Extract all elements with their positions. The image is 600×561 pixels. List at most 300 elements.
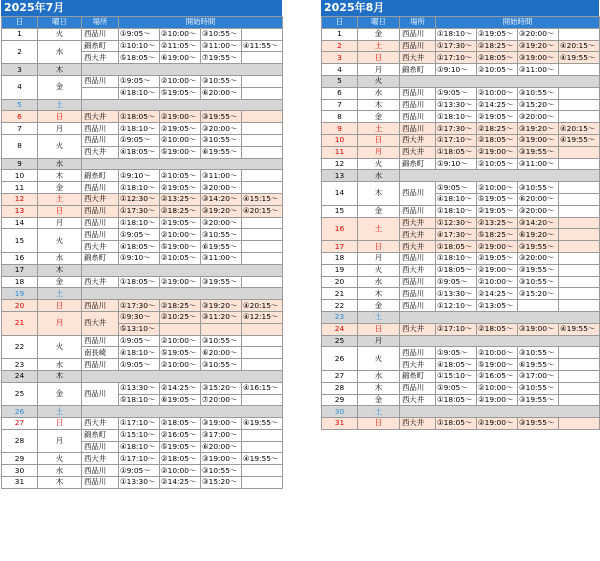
closed-cell [82,406,283,418]
place-cell: 西品川 [400,123,436,135]
weekday-cell: 木 [358,99,400,111]
session-time-cell: ④20:15～ [242,300,283,312]
schedule-row [322,99,600,111]
schedule-row [322,300,600,312]
session-time-cell: ①17:10～ [436,323,477,335]
schedule-row [322,394,600,406]
schedule-row [322,111,600,123]
session-time-cell: ③17:00～ [201,429,242,441]
session-time-cell: ⑥19:05～ [160,394,201,406]
session-time-cell: ③20:00～ [518,252,559,264]
schedule-row [2,182,283,194]
session-time-cell [559,229,600,241]
session-time-cell [242,335,283,347]
session-time-cell: ③19:20～ [201,205,242,217]
place-cell: 西大井 [82,418,119,430]
session-time-cell: ④19:55～ [559,323,600,335]
schedule-row [2,193,283,205]
schedule-row [2,300,283,312]
session-time-cell: ④12:15～ [242,311,283,323]
session-time-cell [559,158,600,170]
header-weekday: 曜日 [38,17,82,29]
session-time-cell: ⑤19:05～ [160,347,201,359]
session-time-cell: ④18:05～ [436,359,477,371]
place-cell: 西大井 [400,52,436,64]
session-time-cell: ③11:00～ [518,158,559,170]
session-time-cell [242,170,283,182]
session-time-cell: ①12:30～ [436,217,477,229]
session-time-cell: ④20:15～ [559,40,600,52]
session-time-cell [559,359,600,371]
day-cell: 12 [2,193,38,205]
weekday-cell: 月 [358,335,400,347]
session-time-cell: ①9:05～ [436,182,477,194]
session-time-cell: ①9:05～ [436,276,477,288]
day-cell: 27 [2,418,38,430]
header-time: 開始時間 [119,17,283,29]
place-cell: 西品川 [400,87,436,99]
session-time-cell: ②19:00～ [477,394,518,406]
closed-cell [82,264,283,276]
schedule-row [2,170,283,182]
session-time-cell [201,323,242,335]
weekday-cell: 月 [38,123,82,135]
session-time-cell: ⑦20:00～ [201,394,242,406]
session-time-cell [559,264,600,276]
july-schedule-panel [1,0,282,489]
session-time-cell [559,64,600,76]
weekday-cell: 木 [358,182,400,206]
session-time-cell [242,465,283,477]
day-cell: 16 [2,252,38,264]
weekday-cell: 土 [38,288,82,300]
session-time-cell: ③11:00～ [201,40,242,52]
session-time-cell: ②19:00～ [160,111,201,123]
session-time-cell: ③10:55～ [201,28,242,40]
day-cell: 14 [322,182,358,206]
weekday-cell: 火 [358,75,400,87]
session-time-cell: ③20:00～ [518,205,559,217]
session-time-cell: ③19:00～ [518,323,559,335]
schedule-row [2,252,283,264]
session-time-cell: ①17:10～ [119,418,160,430]
session-time-cell: ②19:05～ [477,252,518,264]
day-cell: 25 [2,382,38,406]
session-time-cell [559,241,600,253]
weekday-cell: 火 [38,229,82,253]
day-cell: 4 [2,75,38,99]
session-time-cell: ③15:20～ [518,99,559,111]
day-cell: 15 [322,205,358,217]
session-time-cell: ②10:00～ [477,182,518,194]
day-cell: 30 [2,465,38,477]
session-time-cell: ③19:55～ [201,276,242,288]
session-time-cell [242,87,283,99]
session-time-cell: ③10:55～ [201,465,242,477]
session-time-cell: ②18:25～ [160,205,201,217]
weekday-cell: 金 [38,382,82,406]
weekday-cell: 水 [38,359,82,371]
session-time-cell: ④18:10～ [436,193,477,205]
schedule-row [322,170,600,182]
session-time-cell: ②10:00～ [477,382,518,394]
session-time-cell [242,52,283,64]
day-cell: 24 [322,323,358,335]
session-time-cell: ②18:05～ [477,134,518,146]
session-time-cell: ②10:00～ [160,134,201,146]
day-cell: 26 [322,347,358,371]
day-cell: 25 [322,335,358,347]
session-time-cell: ②19:00～ [477,241,518,253]
day-cell: 30 [322,406,358,418]
place-cell: 西大井 [82,193,119,205]
schedule-row [322,205,600,217]
session-time-cell: ⑤19:05～ [160,441,201,453]
weekday-cell: 土 [38,193,82,205]
session-time-cell: ③10:55～ [518,276,559,288]
place-cell: 西大井 [400,229,436,241]
session-time-cell: ①9:05～ [119,134,160,146]
weekday-cell: 土 [358,40,400,52]
weekday-cell: 月 [358,252,400,264]
session-time-cell: ①18:05～ [436,146,477,158]
session-time-cell: ③15:20～ [518,288,559,300]
session-time-cell: ②19:05～ [477,28,518,40]
place-cell: 西品川 [82,229,119,241]
closed-cell [400,170,600,182]
weekday-cell: 火 [38,28,82,40]
weekday-cell: 日 [358,418,400,430]
session-time-cell: ①18:10～ [119,123,160,135]
closed-cell [82,158,283,170]
session-time-cell: ①9:05～ [119,75,160,87]
session-time-cell: ③10:55～ [201,335,242,347]
session-time-cell: ③19:55～ [518,394,559,406]
place-cell: 西大井 [82,111,119,123]
session-time-cell: ③10:55～ [518,87,559,99]
schedule-row [322,241,600,253]
weekday-cell: 月 [38,217,82,229]
session-time-cell: ①13:30～ [119,382,160,394]
session-time-cell: ⑥20:00～ [518,193,559,205]
session-time-cell: ④19:55～ [559,134,600,146]
session-time-cell: ①9:05～ [119,359,160,371]
place-cell: 西品川 [400,205,436,217]
weekday-cell: 木 [358,382,400,394]
session-time-cell: ①18:05～ [119,276,160,288]
session-time-cell: ④19:55～ [242,418,283,430]
weekday-cell: 火 [358,264,400,276]
session-time-cell: ①17:30～ [119,205,160,217]
weekday-cell: 金 [38,75,82,99]
schedule-row [2,477,283,489]
session-time-cell [242,323,283,335]
session-time-cell: ①9:05～ [119,335,160,347]
session-time-cell: ③19:55～ [518,146,559,158]
weekday-cell: 土 [358,311,400,323]
place-cell: 西大井 [82,311,119,335]
header-place: 場所 [82,17,119,29]
session-time-cell: ②18:05～ [477,52,518,64]
place-cell: 西品川 [82,182,119,194]
schedule-row [322,406,600,418]
place-cell: 西品川 [400,252,436,264]
place-cell: 西大井 [400,217,436,229]
session-time-cell: ③10:55～ [201,359,242,371]
weekday-cell: 水 [358,276,400,288]
closed-cell [82,64,283,76]
session-time-cell: ①12:30～ [119,193,160,205]
session-time-cell [242,217,283,229]
weekday-cell: 木 [38,477,82,489]
session-time-cell: ②18:05～ [477,323,518,335]
day-cell: 31 [2,477,38,489]
session-time-cell: ②19:05～ [477,205,518,217]
session-time-cell: ①18:10～ [436,111,477,123]
session-time-cell: ②10:25～ [160,311,201,323]
session-time-cell: ②13:25～ [160,193,201,205]
session-time-cell [559,111,600,123]
day-cell: 29 [322,394,358,406]
session-time-cell [242,429,283,441]
closed-cell [400,406,600,418]
place-cell: 西品川 [82,75,119,87]
session-time-cell [242,252,283,264]
session-time-cell: ①18:05～ [436,241,477,253]
session-time-cell [242,394,283,406]
session-time-cell: ②19:00～ [477,418,518,430]
place-cell: 西大井 [82,146,119,158]
schedule-row [2,288,283,300]
session-time-cell: ⑥19:55～ [518,359,559,371]
session-time-cell: ④18:10～ [119,441,160,453]
session-time-cell: ①9:05～ [119,28,160,40]
schedule-row [2,406,283,418]
day-cell: 29 [2,453,38,465]
session-time-cell [242,146,283,158]
session-time-cell [559,288,600,300]
place-cell: 西大井 [400,134,436,146]
session-time-cell: ②18:05～ [160,418,201,430]
day-cell: 2 [2,40,38,64]
schedule-row [2,134,283,146]
session-time-cell: ⑥19:55～ [201,146,242,158]
place-cell: 西品川 [82,477,119,489]
august-schedule-table [321,16,600,430]
place-cell: 錦糸町 [82,40,119,52]
session-time-cell: ③19:55～ [518,241,559,253]
session-time-cell: ⑤13:10～ [119,323,160,335]
session-time-cell: ②16:05～ [477,370,518,382]
schedule-row [2,229,283,241]
weekday-cell: 水 [358,170,400,182]
schedule-row [2,418,283,430]
schedule-row [322,264,600,276]
session-time-cell [242,182,283,194]
session-time-cell [559,382,600,394]
session-time-cell: ④15:15～ [242,193,283,205]
place-cell: 西大井 [400,146,436,158]
session-time-cell: ①9:05～ [436,87,477,99]
session-time-cell: ④18:05～ [119,241,160,253]
weekday-cell: 水 [358,370,400,382]
place-cell: 西品川 [82,134,119,146]
session-time-cell: ①13:30～ [436,99,477,111]
session-time-cell: ①9:10～ [436,64,477,76]
day-cell: 8 [2,134,38,158]
session-time-cell [559,347,600,359]
place-cell: 錦糸町 [82,170,119,182]
place-cell: 西品川 [82,300,119,312]
session-time-cell: ③20:00～ [518,28,559,40]
weekday-cell: 金 [358,205,400,217]
schedule-row [2,205,283,217]
session-time-cell: ⑤19:05～ [160,87,201,99]
day-cell: 1 [322,28,358,40]
schedule-row [322,87,600,99]
session-time-cell: ③11:00～ [518,64,559,76]
session-time-cell: ①18:10～ [436,28,477,40]
session-time-cell: ①9:10～ [436,158,477,170]
session-time-cell: ④19:55～ [242,453,283,465]
session-time-cell [242,75,283,87]
weekday-cell: 月 [358,64,400,76]
session-time-cell: ①18:10～ [436,205,477,217]
july-header-row [2,17,283,29]
session-time-cell: ①9:10～ [119,252,160,264]
session-time-cell: ③10:55～ [518,382,559,394]
place-cell: 錦糸町 [82,252,119,264]
session-time-cell: ⑤18:10～ [119,394,160,406]
schedule-row [322,323,600,335]
place-cell: 西品川 [400,276,436,288]
schedule-row [2,64,283,76]
session-time-cell [559,370,600,382]
header-place: 場所 [400,17,436,29]
weekday-cell: 日 [358,323,400,335]
place-cell: 西大井 [400,359,436,371]
session-time-cell [242,477,283,489]
session-time-cell: ①9:05～ [436,382,477,394]
day-cell: 3 [322,52,358,64]
session-time-cell: ①18:05～ [436,394,477,406]
session-time-cell: ①13:30～ [436,288,477,300]
place-cell: 西品川 [82,217,119,229]
session-time-cell: ③19:20～ [201,300,242,312]
session-time-cell: ②18:25～ [477,40,518,52]
place-cell: 西大井 [82,276,119,288]
session-time-cell: ②18:25～ [160,300,201,312]
place-cell: 西大井 [400,241,436,253]
session-time-cell [242,347,283,359]
weekday-cell: 日 [38,300,82,312]
session-time-cell: ①18:10～ [119,182,160,194]
session-time-cell: ⑥19:20～ [518,229,559,241]
session-time-cell: ②14:25～ [160,382,201,394]
closed-cell [400,335,600,347]
august-schedule-panel [321,0,599,430]
session-time-cell: ②10:00～ [477,276,518,288]
weekday-cell: 日 [38,205,82,217]
july-schedule-table [1,16,283,489]
weekday-cell: 水 [38,465,82,477]
day-cell: 19 [322,264,358,276]
day-cell: 28 [2,429,38,453]
day-cell: 31 [322,418,358,430]
session-time-cell: ①9:30～ [119,311,160,323]
weekday-cell: 土 [358,217,400,241]
session-time-cell [559,87,600,99]
session-time-cell: ②16:05～ [160,429,201,441]
session-time-cell [559,146,600,158]
day-cell: 23 [2,359,38,371]
session-time-cell: ③15:20～ [201,477,242,489]
schedule-row [2,40,283,52]
schedule-row [322,217,600,229]
header-time: 開始時間 [436,17,600,29]
session-time-cell [559,28,600,40]
place-cell: 西品川 [400,40,436,52]
place-cell: 西品川 [400,288,436,300]
schedule-row [322,64,600,76]
session-time-cell: ①12:10～ [436,300,477,312]
day-cell: 15 [2,229,38,253]
session-time-cell: ③10:55～ [201,134,242,146]
session-time-cell [242,359,283,371]
session-time-cell: ②10:05～ [477,64,518,76]
session-time-cell: ②10:00～ [160,75,201,87]
schedule-row [2,217,283,229]
weekday-cell: 水 [38,40,82,64]
place-cell: 西品川 [82,359,119,371]
place-cell: 西品川 [82,335,119,347]
session-time-cell: ②14:25～ [477,288,518,300]
session-time-cell: ①17:30～ [119,300,160,312]
day-cell: 17 [2,264,38,276]
session-time-cell: ①17:10～ [119,453,160,465]
day-cell: 24 [2,370,38,382]
day-cell: 1 [2,28,38,40]
place-cell: 西大井 [400,394,436,406]
place-cell: 西品川 [82,123,119,135]
schedule-row [322,134,600,146]
session-time-cell: ④18:10～ [119,87,160,99]
day-cell: 27 [322,370,358,382]
session-time-cell [518,300,559,312]
session-time-cell: ⑥20:00～ [201,87,242,99]
day-cell: 11 [2,182,38,194]
place-cell: 西大井 [400,264,436,276]
place-cell: 西大井 [82,453,119,465]
day-cell: 3 [2,64,38,76]
place-cell: 西品川 [82,441,119,453]
place-cell: 錦糸町 [400,64,436,76]
session-time-cell: ①9:10～ [119,170,160,182]
day-cell: 21 [322,288,358,300]
schedule-row [322,40,600,52]
session-time-cell: ③19:00～ [518,52,559,64]
session-time-cell: ②13:25～ [477,217,518,229]
schedule-row [322,311,600,323]
place-cell: 西品川 [82,465,119,477]
session-time-cell: ③14:20～ [518,217,559,229]
day-cell: 28 [322,382,358,394]
session-time-cell: ②18:05～ [160,453,201,465]
session-time-cell: ①17:30～ [436,40,477,52]
schedule-row [2,359,283,371]
place-cell: 西大井 [400,323,436,335]
weekday-cell: 木 [38,64,82,76]
